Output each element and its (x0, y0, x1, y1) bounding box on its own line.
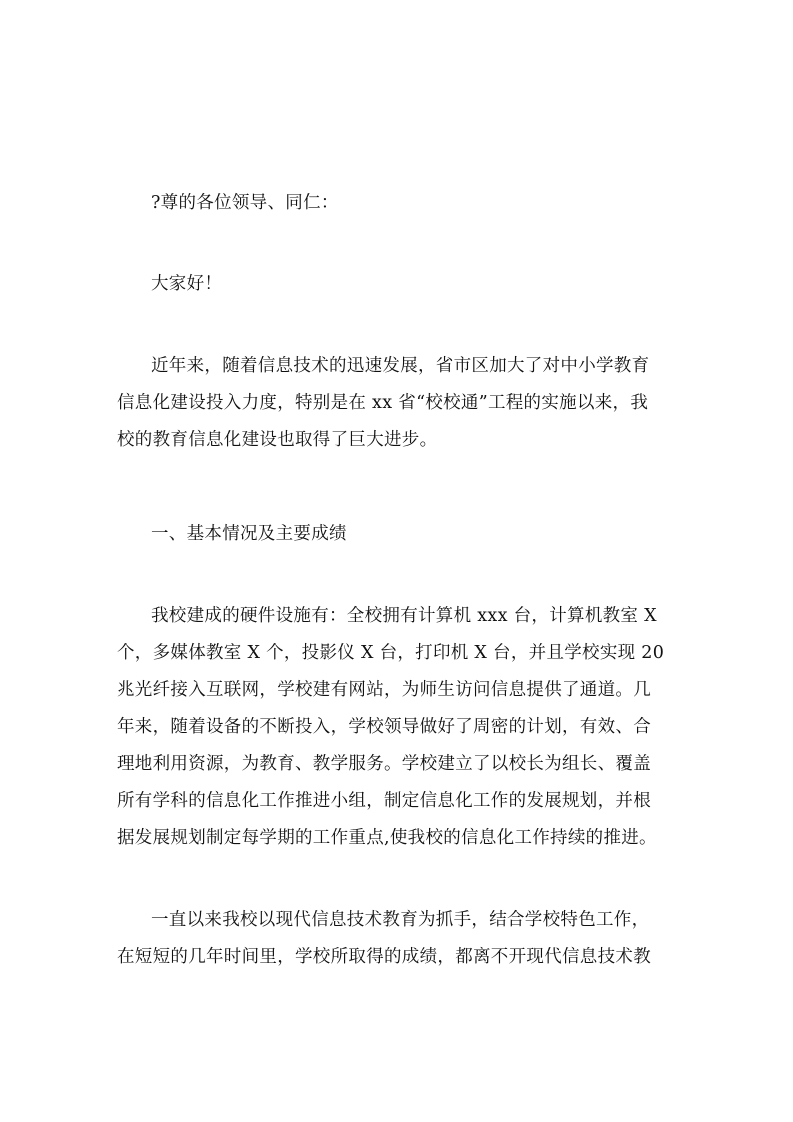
paragraph-line: 信息化建设投入力度，特别是在 xx 省“校校通”工程的实施以来，我 (117, 393, 649, 413)
paragraph-line: 一直以来我校以现代信息技术教育为抓手，结合学校特色工作， (151, 910, 650, 930)
paragraph-line: 我校建成的硬件设施有：全校拥有计算机 xxx 台，计算机教室 X (151, 606, 657, 626)
paragraph-line: 在短短的几年时间里，学校所取得的成绩，都离不开现代信息技术教 (117, 947, 651, 967)
paragraph-line: 所有学科的信息化工作推进小组，制定信息化工作的发展规划，并根 (117, 791, 651, 811)
section-heading: 一、基本情况及主要成绩 (151, 524, 347, 544)
paragraph-line: 兆光纤接入互联网，学校建有网站，为师生访问信息提供了通道。几 (117, 680, 651, 700)
paragraph-line: 近年来，随着信息技术的迅速发展，省市区加大了对中小学教育 (151, 356, 650, 376)
paragraph-line: 据发展规划制定每学期的工作重点,使我校的信息化工作持续的推进。 (117, 828, 657, 848)
paragraph-line: 理地利用资源，为教育、教学服务。学校建立了以校长为组长、覆盖 (117, 754, 651, 774)
paragraph-line: 年来，随着设备的不断投入，学校领导做好了周密的计划，有效、合 (117, 717, 651, 737)
paragraph-line: 校的教育信息化建设也取得了巨大进步。 (117, 430, 438, 450)
salutation: ?尊的各位领导、同仁： (151, 193, 339, 213)
paragraph-line: 个，多媒体教室 X 个，投影仪 X 台，打印机 X 台，并且学校实现 20 (117, 643, 665, 663)
greeting: 大家好！ (151, 274, 223, 294)
